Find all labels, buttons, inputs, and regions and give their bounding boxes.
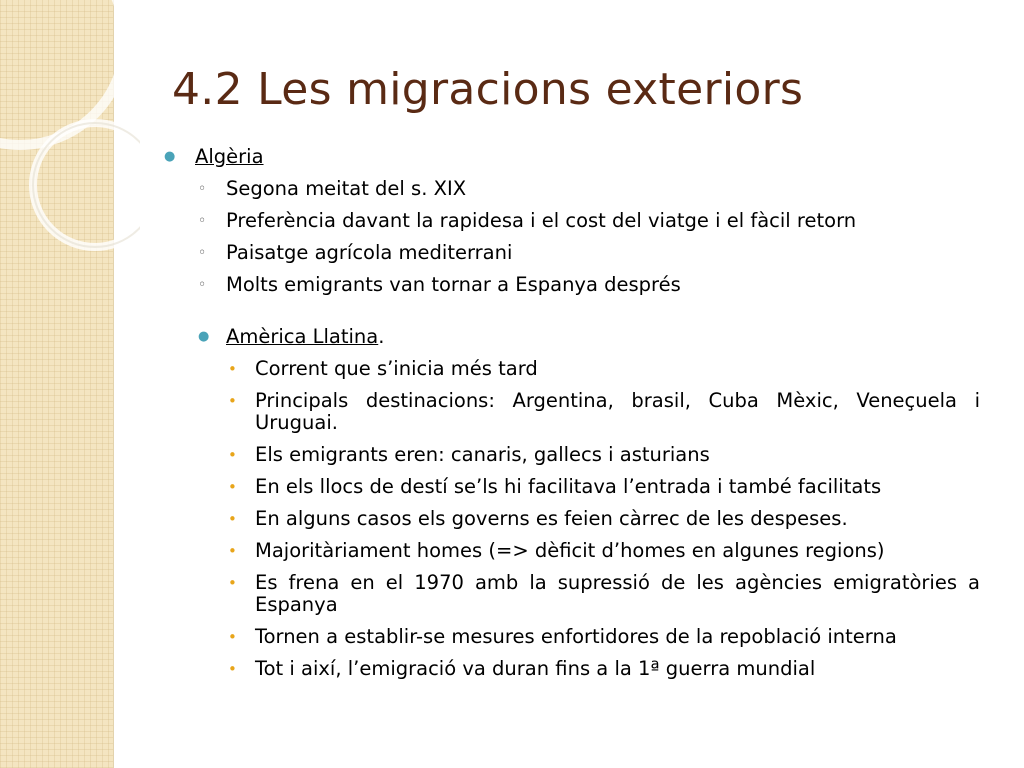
hollow-circle-icon: ◦ [198,245,207,261]
decorative-rings-icon [0,0,140,260]
bullet-icon: • [228,478,237,496]
bullet-icon: • [228,628,237,646]
list-item: • En els llocs de destí se’ls hi facilitava l’entrada i també facilitats [228,475,882,498]
list-item: ◦ Molts emigrants van tornar a Espanya després [198,273,681,296]
list-item: ◦ Paisatge agrícola mediterrani [198,241,513,264]
list-item: • Els emigrants eren: canaris, gallecs i asturians [228,443,710,466]
hollow-circle-icon: ◦ [198,213,207,229]
filled-circle-icon: ● [198,329,210,344]
slide-content [160,146,980,690]
bullet-icon: • [228,446,237,464]
bullet-icon: • [228,392,237,410]
list-item: ◦ Segona meitat del s. XIX [198,177,467,200]
list-item: • Corrent que s’inicia més tard [228,357,538,380]
hollow-circle-icon: ◦ [198,277,207,293]
section-america [160,326,980,348]
bullet-icon: • [228,660,237,678]
list-item: • Tot i així, l’emigració va duran fins a la 1ª guerra mundial [228,657,816,680]
list-item: • Tornen a establir-se mesures enfortidores de la repoblació interna [228,625,897,648]
section-algeria [160,146,980,168]
list-item: • Principals destinacions: Argentina, brasil, Cuba Mèxic, Veneçuela i Uruguai. [228,389,980,434]
america-heading: Amèrica Llatina [226,325,379,348]
spacer [160,306,980,326]
filled-circle-icon: ● [164,149,176,164]
bullet-icon: • [228,574,237,592]
hollow-circle-icon: ◦ [198,181,207,197]
list-item: • Majoritàriament homes (=> dèficit d’homes en algunes regions) [228,539,885,562]
list-item: ◦ Preferència davant la rapidesa i el cost del viatge i el fàcil retorn [198,209,857,232]
bullet-icon: • [228,510,237,528]
slide-title: 4.2 Les migracions exteriors [172,64,804,115]
america-heading-suffix: . [378,325,385,348]
bullet-icon: • [228,542,237,560]
list-item: • Es frena en el 1970 amb la supressió de les agències emigratòries a Espanya [228,571,980,616]
america-heading-line [160,326,980,348]
bullet-icon: • [228,360,237,378]
list-item: • En alguns casos els governs es feien càrrec de les despeses. [228,507,848,530]
algeria-heading: Algèria [195,145,264,168]
